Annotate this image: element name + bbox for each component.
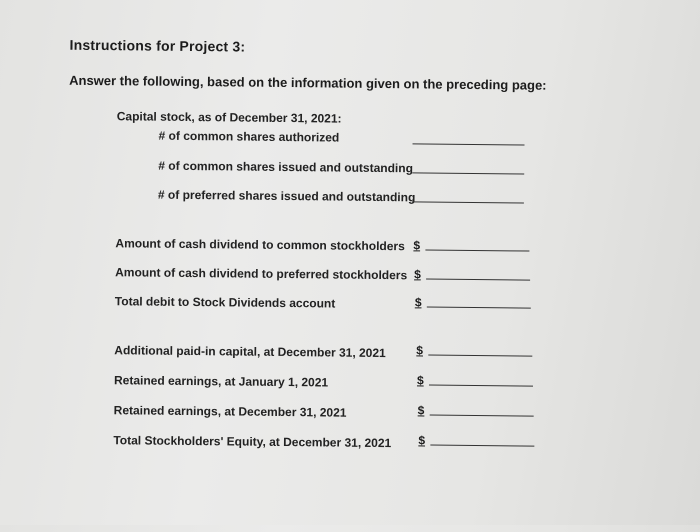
retained-earnings-dec-label: Retained earnings, at December 31, 2021 <box>113 403 347 420</box>
preferred-outstanding-answer-line[interactable] <box>412 201 524 203</box>
preferred-dividend-answer-line[interactable] <box>426 278 530 280</box>
common-authorized-answer-line[interactable] <box>413 143 525 145</box>
stock-dividends-debit-label: Total debit to Stock Dividends account <box>114 294 336 311</box>
preferred-outstanding-label: # of preferred shares issued and outstanding <box>157 187 416 205</box>
instructions-text: Answer the following, based on the information given on the preceding page: <box>69 72 547 93</box>
apic-answer-line[interactable] <box>428 355 532 357</box>
stock-dividends-dollar-sign: $ <box>414 295 422 310</box>
retained-earnings-dec-dollar-sign: $ <box>417 403 425 418</box>
retained-earnings-jan-answer-line[interactable] <box>429 385 533 387</box>
total-equity-answer-line[interactable] <box>430 445 534 447</box>
common-outstanding-label: # of common shares issued and outstanding <box>158 158 414 176</box>
retained-earnings-dec-answer-line[interactable] <box>430 415 534 417</box>
retained-earnings-jan-label: Retained earnings, at January 1, 2021 <box>113 373 329 390</box>
total-equity-dollar-sign: $ <box>418 433 426 448</box>
common-authorized-label: # of common shares authorized <box>158 128 340 145</box>
common-dividend-dollar-sign: $ <box>413 238 421 253</box>
apic-dollar-sign: $ <box>416 343 424 358</box>
apic-label: Additional paid-in capital, at December 31, 2021 <box>114 343 386 361</box>
capital-stock-heading: Capital stock, as of December 31, 2021: <box>116 109 342 126</box>
retained-earnings-jan-dollar-sign: $ <box>416 373 424 388</box>
stock-dividends-answer-line[interactable] <box>427 306 531 308</box>
total-equity-label: Total Stockholders' Equity, at December 31, 2021 <box>113 433 392 451</box>
common-dividend-answer-line[interactable] <box>425 249 529 251</box>
common-outstanding-answer-line[interactable] <box>412 172 524 174</box>
preferred-dividend-dollar-sign: $ <box>414 267 421 282</box>
preferred-dividend-label: Amount of cash dividend to preferred stockholders <box>115 265 408 283</box>
page-title: Instructions for Project 3: <box>69 36 246 55</box>
common-dividend-label: Amount of cash dividend to common stockholders <box>115 236 405 254</box>
